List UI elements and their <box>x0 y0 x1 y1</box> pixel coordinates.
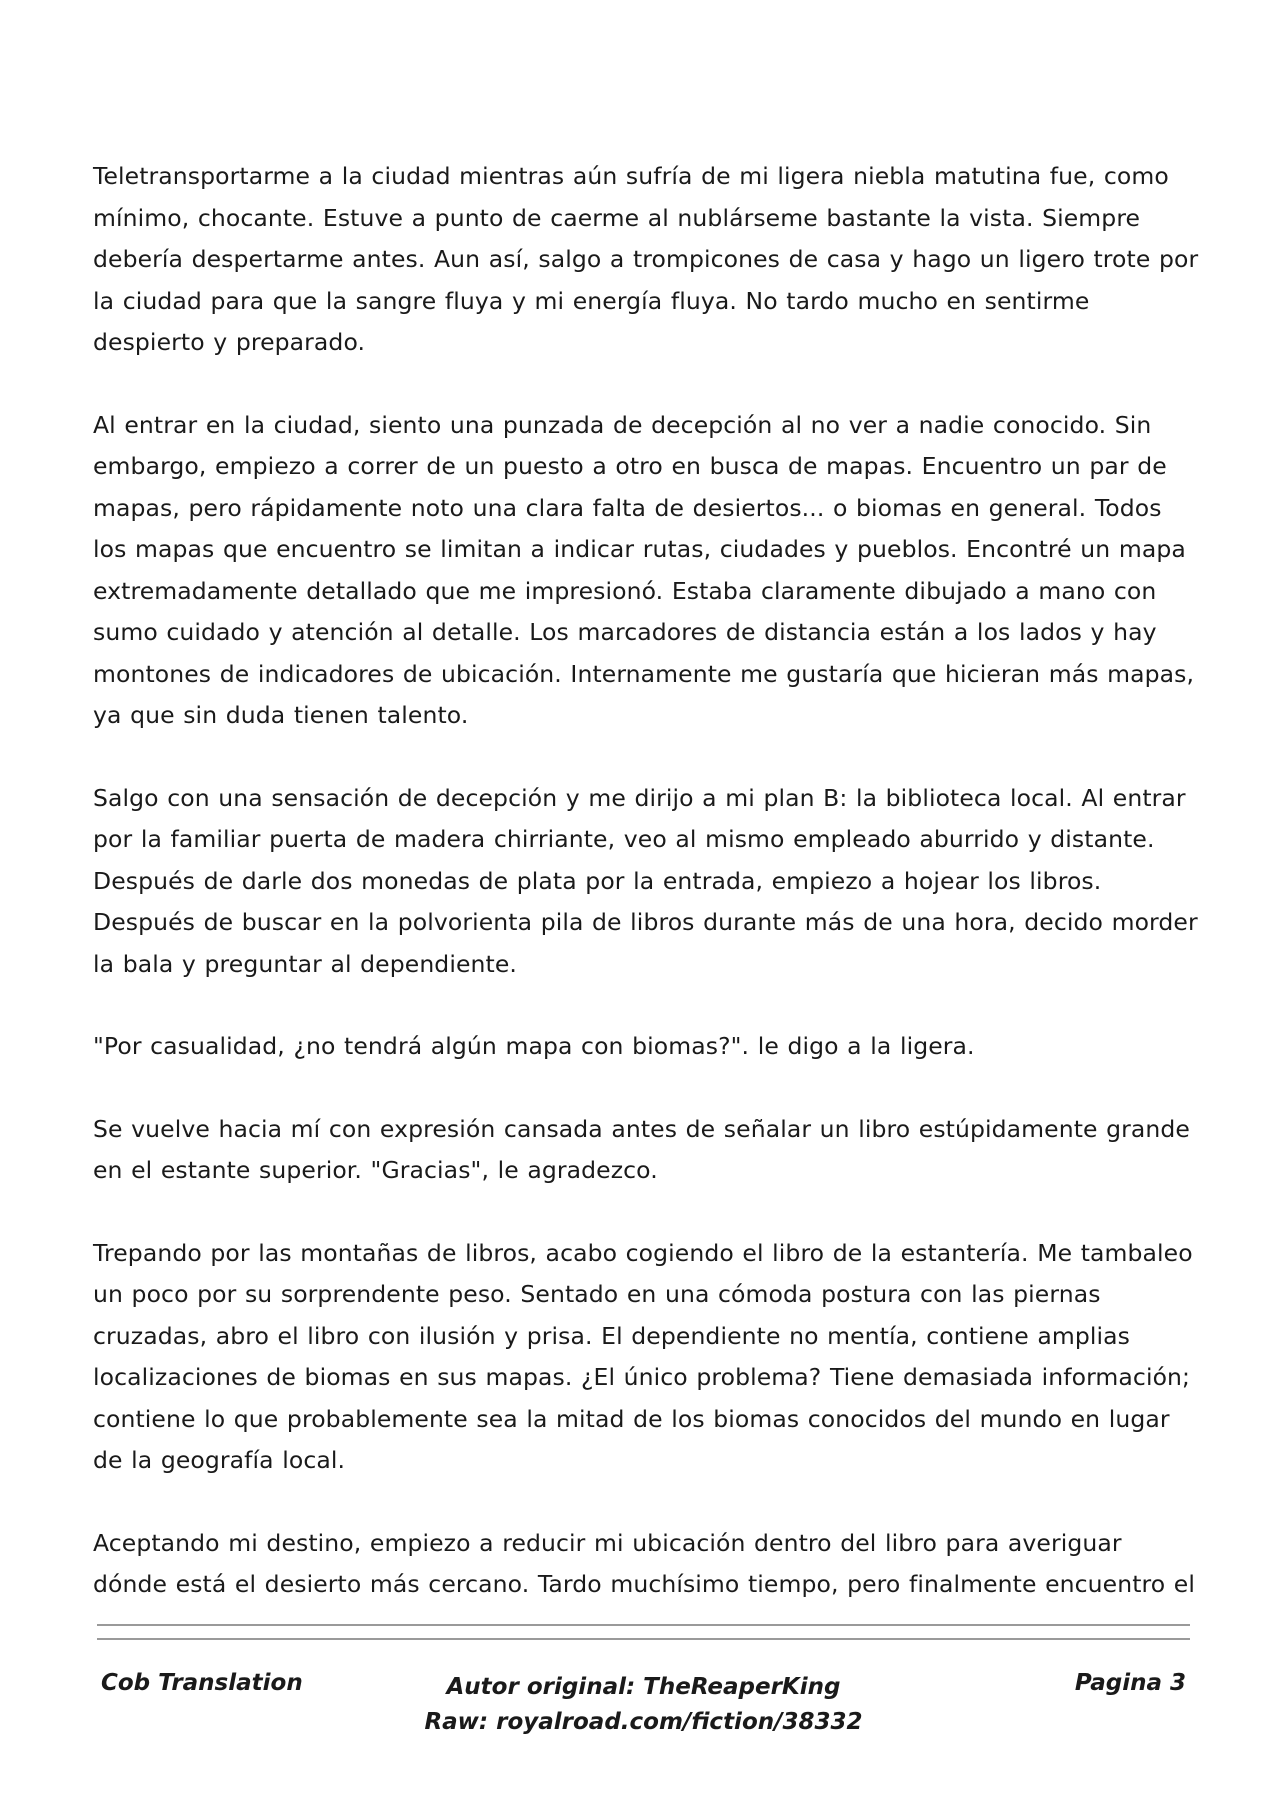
footer-original-author: Autor original: TheReaperKing <box>446 1674 841 1700</box>
paragraph-6: Trepando por las montañas de libros, acabo cogiendo el libro de la estantería. Me tambaleo un poco por su sorprendente peso. Sentado en una cómoda postura con las piernas cruzadas, abro el libro con ilusión y prisa. El dependiente no mentía, contiene amplias localizaciones de biomas en sus mapas. ¿El único problema? Tiene demasiada información; contiene lo que probablemente sea la mitad de los biomas conocidos del mundo en lugar de la geografía local. <box>93 1238 1193 1474</box>
footer-divider-bottom <box>97 1638 1190 1640</box>
paragraph-4: "Por casualidad, ¿no tendrá algún mapa con biomas?". le digo a la ligera. <box>93 1032 975 1060</box>
paragraph-1: Teletransportarme a la ciudad mientras aún sufría de mi ligera niebla matutina fue, como mínimo, chocante. Estuve a punto de caerme al nublárseme bastante la vista. Siempre debería despertarme antes. Aun así, salgo a trompicones de casa y hago un ligero trote por la ciudad para que la sangre fluya y mi energía fluya. No tardo mucho en sentirme despierto y preparado. <box>93 162 1199 356</box>
paragraph-2: Al entrar en la ciudad, siento una punzada de decepción al no ver a nadie conocido. Sin embargo, empiezo a correr de un puesto a otro en busca de mapas. Encuentro un par de mapas, pero rápidamente noto una clara falta de desiertos... o biomas en general. Todos los mapas que encuentro se limitan a indicar rutas, ciudades y pueblos. Encontré un mapa extremadamente detallado que me impresionó. Estaba claramente dibujado a mano con sumo cuidado y atención al detalle. Los marcadores de distancia están a los lados y hay montones de indicadores de ubicación. Internamente me gustaría que hicieran más mapas, ya que sin duda tienen talento. <box>93 410 1195 729</box>
footer-page-number: Pagina 3 <box>1074 1670 1186 1696</box>
page-footer <box>97 1664 1190 1744</box>
footer-divider-top <box>97 1624 1190 1626</box>
footer-translator: Cob Translation <box>101 1670 303 1696</box>
paragraph-7: Aceptando mi destino, empiezo a reducir mi ubicación dentro del libro para averiguar dónde está el desierto más cercano. Tardo muchísimo tiempo, pero finalmente encuentro el <box>93 1528 1195 1598</box>
body-text <box>93 156 1203 1647</box>
footer-credits <box>97 1670 1190 1740</box>
paragraph-5: Se vuelve hacia mí con expresión cansada antes de señalar un libro estúpidamente grande en el estante superior. "Gracias", le agradezco. <box>93 1114 1190 1184</box>
paragraph-3: Salgo con una sensación de decepción y me dirijo a mi plan B: la biblioteca local. Al entrar por la familiar puerta de madera chirriante, veo al mismo empleado aburrido y distante. Después de darle dos monedas de plata por la entrada, empiezo a hojear los libros. Después de buscar en la polvorienta pila de libros durante más de una hora, decido morder la bala y preguntar al dependiente. <box>93 783 1198 978</box>
footer-raw-source: Raw: royalroad.com/fiction/38332 <box>424 1709 863 1735</box>
